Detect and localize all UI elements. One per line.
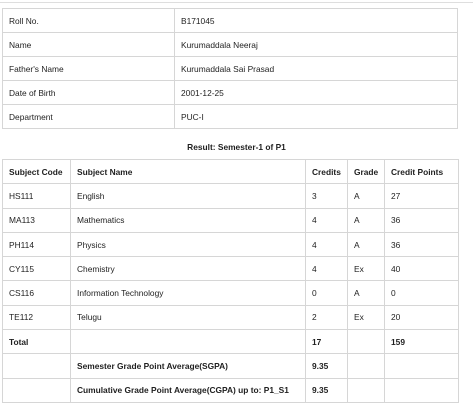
name-row	[3, 33, 458, 57]
header-subject-code: Subject Code	[3, 160, 71, 184]
subject-name: English	[71, 184, 306, 208]
subject-grade: A	[348, 184, 385, 208]
sgpa-label: Semester Grade Point Average(SGPA)	[71, 354, 306, 378]
subject-code: PH114	[3, 232, 71, 256]
dob-label: Date of Birth	[3, 81, 175, 105]
dept-row	[3, 105, 458, 129]
subject-code: HS111	[3, 184, 71, 208]
father-row	[3, 57, 458, 81]
subject-name: Chemistry	[71, 257, 306, 281]
header-credit-points: Credit Points	[385, 160, 459, 184]
father-value: Kurumaddala Sai Prasad	[175, 57, 458, 81]
marks-header-row	[3, 160, 459, 184]
table-row	[3, 281, 459, 305]
subject-credits: 2	[306, 305, 348, 329]
subject-code: TE112	[3, 305, 71, 329]
subject-points: 0	[385, 281, 459, 305]
table-row	[3, 208, 459, 232]
header-subject-name: Subject Name	[71, 160, 306, 184]
subject-name: Telugu	[71, 305, 306, 329]
cgpa-row	[3, 378, 459, 402]
subject-points: 36	[385, 232, 459, 256]
name-label: Name	[3, 33, 175, 57]
marks-table	[2, 159, 459, 403]
subject-credits: 0	[306, 281, 348, 305]
subject-credits: 3	[306, 184, 348, 208]
sgpa-grade-blank	[348, 354, 385, 378]
dept-label: Department	[3, 105, 175, 129]
name-value: Kurumaddala Neeraj	[175, 33, 458, 57]
subject-grade: Ex	[348, 305, 385, 329]
subject-name: Mathematics	[71, 208, 306, 232]
dob-value: 2001-12-25	[175, 81, 458, 105]
roll-row	[3, 9, 458, 33]
subject-name: Physics	[71, 232, 306, 256]
total-label: Total	[3, 330, 71, 354]
subject-credits: 4	[306, 208, 348, 232]
table-row	[3, 257, 459, 281]
dept-value: PUC-I	[175, 105, 458, 129]
sgpa-value: 9.35	[306, 354, 348, 378]
cgpa-grade-blank	[348, 378, 385, 402]
subject-points: 20	[385, 305, 459, 329]
subject-grade: A	[348, 281, 385, 305]
cgpa-value: 9.35	[306, 378, 348, 402]
total-credits: 17	[306, 330, 348, 354]
total-blank	[71, 330, 306, 354]
header-grade: Grade	[348, 160, 385, 184]
subject-grade: Ex	[348, 257, 385, 281]
table-row	[3, 305, 459, 329]
subject-name: Information Technology	[71, 281, 306, 305]
subject-code: CY115	[3, 257, 71, 281]
father-label: Father's Name	[3, 57, 175, 81]
sgpa-points-blank	[385, 354, 459, 378]
table-row	[3, 184, 459, 208]
subject-credits: 4	[306, 257, 348, 281]
subject-credits: 4	[306, 232, 348, 256]
subject-grade: A	[348, 232, 385, 256]
sgpa-row	[3, 354, 459, 378]
total-grade-blank	[348, 330, 385, 354]
subject-points: 36	[385, 208, 459, 232]
header-credits: Credits	[306, 160, 348, 184]
cgpa-label: Cumulative Grade Point Average(CGPA) up to: P1_S1	[71, 378, 306, 402]
cgpa-points-blank	[385, 378, 459, 402]
total-row	[3, 330, 459, 354]
roll-label: Roll No.	[3, 9, 175, 33]
top-divider	[0, 2, 473, 3]
dob-row	[3, 81, 458, 105]
cgpa-blank	[3, 378, 71, 402]
subject-code: MA113	[3, 208, 71, 232]
roll-value: B171045	[175, 9, 458, 33]
subject-points: 27	[385, 184, 459, 208]
subject-code: CS116	[3, 281, 71, 305]
student-info-table	[2, 8, 458, 129]
total-points: 159	[385, 330, 459, 354]
subject-points: 40	[385, 257, 459, 281]
sgpa-blank	[3, 354, 71, 378]
table-row	[3, 232, 459, 256]
subject-grade: A	[348, 208, 385, 232]
result-title: Result: Semester-1 of P1	[187, 142, 286, 152]
